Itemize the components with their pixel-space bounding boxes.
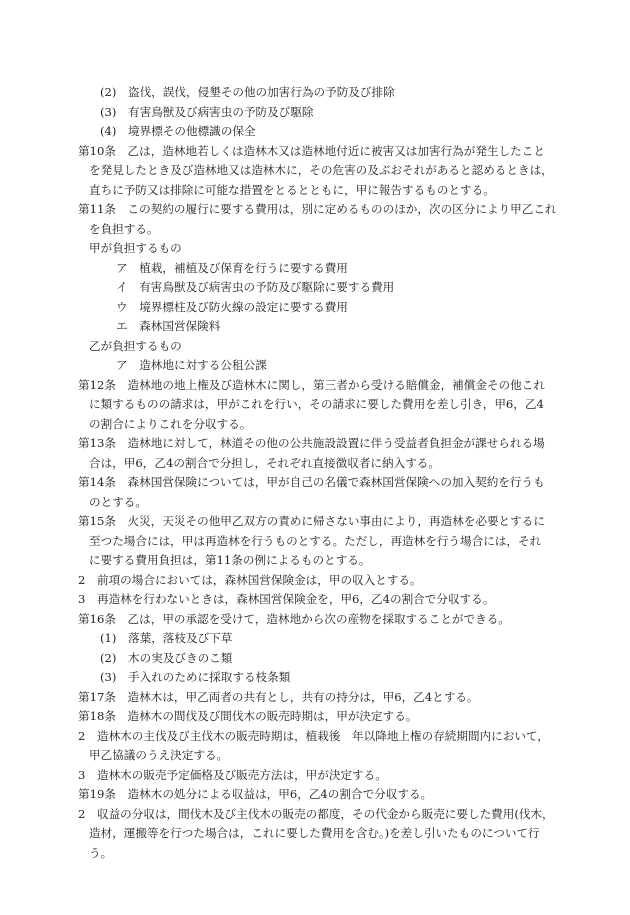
text-line: を負担する。 bbox=[89, 221, 159, 236]
text-line: 乙が負担するもの bbox=[89, 338, 182, 353]
text-line: 甲が負担するもの bbox=[89, 241, 182, 255]
text-line: に要する費用負担は，第11条の例によるものとする。 bbox=[89, 553, 371, 567]
text-line: 合は，甲6，乙4の割合で分担し，それぞれ直接徴収者に納入する。 bbox=[89, 455, 440, 470]
text-line: (4) 境界標その他標識の保全 bbox=[100, 124, 256, 138]
text-line: (2) 木の実及びきのこ類 bbox=[100, 650, 233, 665]
text-line: 第15条 火災，天災その他甲乙双方の責めに帰さない事由により，再造林を必要とするに bbox=[78, 514, 545, 528]
text-line: 造材，運搬等を行つた場合は，これに要した費用を含む。)を差し引いたものについて行 bbox=[89, 826, 540, 840]
text-line: 第11条 この契約の履行に要する費用は，別に定めるもののほか，次の区分により甲乙これ bbox=[78, 202, 557, 216]
text-line: 第14条 森林国営保険については，甲が自己の名儀で森林国営保険への加入契約を行うも bbox=[78, 475, 545, 489]
text-line: 第18条 造林木の間伐及び間伐木の販売時期は，甲が決定する。 bbox=[78, 709, 418, 723]
text-line: のとする。 bbox=[89, 494, 147, 509]
text-line: 至つた場合には，甲は再造林を行うものとする。ただし，再造林を行う場合には，それ bbox=[89, 533, 542, 548]
text-line: (3) 有害鳥獣及び病害虫の予防及び駆除 bbox=[100, 104, 314, 119]
text-line: う。 bbox=[89, 845, 113, 860]
text-line: (3) 手入れのために採取する枝条類 bbox=[100, 670, 291, 684]
text-line: 甲乙協議のうえ決定する。 bbox=[89, 748, 229, 762]
document-body bbox=[78, 83, 566, 863]
text-line: エ 森林国営保険料 bbox=[116, 319, 221, 333]
text-line: 第10条 乙は，造林地若しくは造林木又は造林地付近に被害又は加害行為が発生したこと bbox=[78, 143, 545, 158]
text-line: 3 造林木の販売予定価格及び販売方法は，甲が決定する。 bbox=[78, 767, 387, 782]
text-line: を発見したとき及び造林地又は造林木に，その危害の及ぶおそれがあると認めるときは， bbox=[89, 163, 553, 177]
text-line: の割合によりこれを分収する。 bbox=[89, 416, 252, 431]
text-line: 第17条 造林木は，甲乙両者の共有とし，共有の持分は，甲6，乙4とする。 bbox=[78, 689, 479, 704]
text-line: 第12条 造林地の地上権及び造林木に関し，第三者から受ける賠償金，補償金その他これ bbox=[78, 377, 545, 392]
text-line: ウ 境界標柱及び防火線の設定に要する費用 bbox=[116, 299, 348, 314]
text-line: 2 前項の場合においては，森林国営保険金は，甲の収入とする。 bbox=[78, 572, 422, 587]
text-line: 2 造林木の主伐及び主伐木の販売時期は，植栽後 年以降地上権の存続期間内において， bbox=[78, 728, 549, 743]
text-line: (1) 落葉，落枝及び下草 bbox=[100, 631, 233, 645]
text-line: 直ちに予防又は排除に可能な措置をとるとともに，甲に報告するものとする。 bbox=[89, 182, 495, 197]
text-line: 第13条 造林地に対して，林道その他の公共施設設置に伴う受益者負担金が課せられる場 bbox=[78, 436, 545, 450]
text-line: 3 再造林を行わないときは，森林国営保険金を，甲6，乙4の割合で分収する。 bbox=[78, 592, 495, 606]
text-line: 第19条 造林木の処分による収益は，甲6，乙4の割合で分収する。 bbox=[78, 787, 433, 801]
text-line: イ 有害鳥獣及び病害虫の予防及び駆除に要する費用 bbox=[116, 280, 395, 294]
text-line: に類するものの請求は，甲がこれを行い，その請求に要した費用を差し引き，甲6，乙4 bbox=[89, 397, 544, 411]
text-line: (2) 盗伐，誤伐，侵墾その他の加害行為の予防及び排除 bbox=[100, 85, 395, 99]
text-line: ア 植栽，補植及び保育を行うに要する費用 bbox=[116, 260, 348, 275]
text-line: 2 収益の分収は，間伐木及び主伐木の販売の都度，その代金から販売に要した費用(伐木， bbox=[78, 806, 554, 821]
text-line: 第16条 乙は，甲の承認を受けて，造林地から次の産物を採取することができる。 bbox=[78, 611, 510, 626]
text-line: ア 造林地に対する公租公課 bbox=[116, 358, 267, 372]
